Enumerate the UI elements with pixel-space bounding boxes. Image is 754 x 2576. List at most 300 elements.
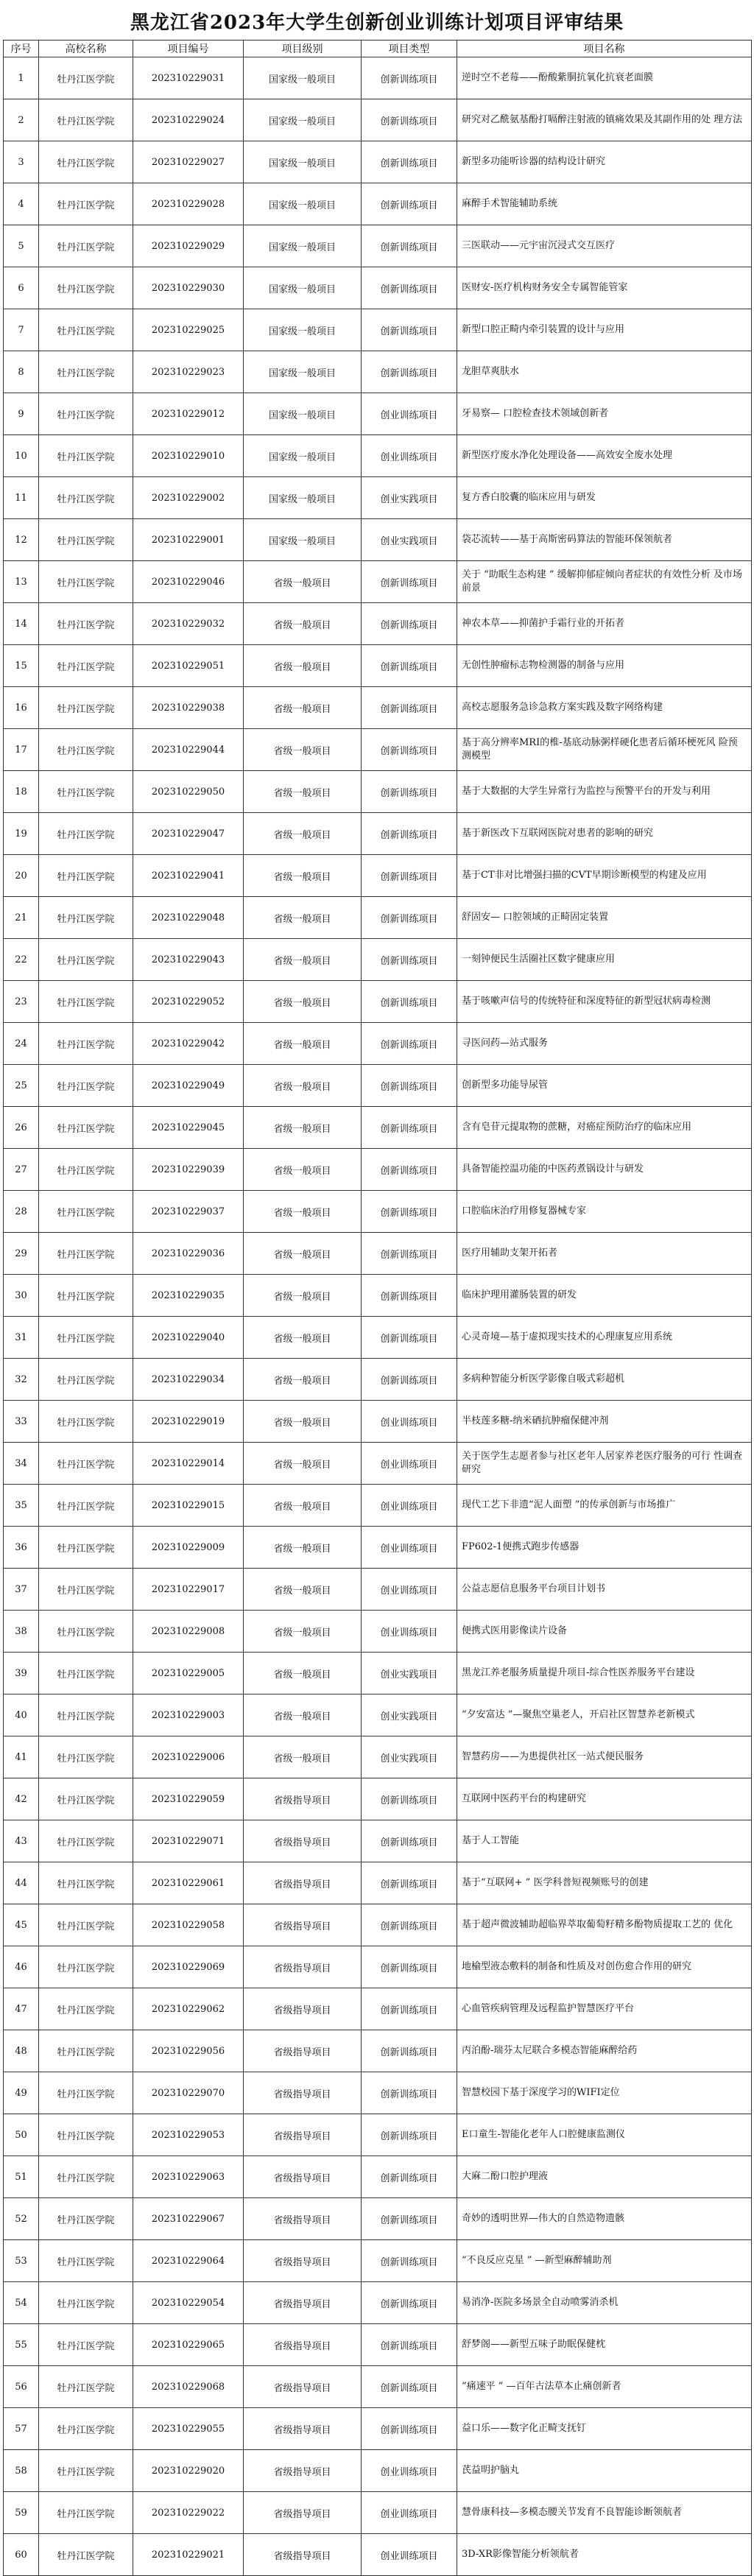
project-type: 创新训练项目 — [362, 2324, 457, 2366]
school-name: 牡丹江医学院 — [39, 1065, 133, 1107]
table-row — [4, 183, 752, 225]
project-name: 具备智能控温功能的中医药煮锅设计与研发 — [457, 1149, 752, 1191]
table-row — [4, 1946, 752, 1988]
project-name: 益口乐——数字化正畸支抚钉 — [457, 2408, 752, 2450]
row-index: 37 — [4, 1569, 39, 1611]
project-name: 多病种智能分析医学影像自吸式彩超机 — [457, 1359, 752, 1401]
project-type: 创新训练项目 — [362, 351, 457, 393]
school-name: 牡丹江医学院 — [39, 1820, 133, 1862]
table-row — [4, 2156, 752, 2198]
project-id: 202310229051 — [133, 645, 244, 687]
table-row — [4, 2366, 752, 2408]
project-level: 省级一般项目 — [244, 813, 362, 855]
school-name: 牡丹江医学院 — [39, 897, 133, 939]
school-name: 牡丹江医学院 — [39, 981, 133, 1023]
project-type: 创业训练项目 — [362, 1569, 457, 1611]
project-id: 202310229001 — [133, 519, 244, 561]
project-level: 省级指导项目 — [244, 2324, 362, 2366]
project-id: 202310229065 — [133, 2324, 244, 2366]
row-index: 45 — [4, 1904, 39, 1946]
row-index: 16 — [4, 687, 39, 729]
project-level: 省级一般项目 — [244, 1485, 362, 1527]
header-project-id: 项目编号 — [133, 41, 244, 57]
row-index: 27 — [4, 1149, 39, 1191]
table-row — [4, 519, 752, 561]
project-id: 202310229061 — [133, 1862, 244, 1904]
project-name: 便携式医用影像读片设备 — [457, 1611, 752, 1653]
project-type: 创业实践项目 — [362, 1736, 457, 1778]
table-row — [4, 1485, 752, 1527]
project-id: 202310229049 — [133, 1065, 244, 1107]
school-name: 牡丹江医学院 — [39, 2534, 133, 2576]
row-index: 52 — [4, 2198, 39, 2240]
row-index: 22 — [4, 939, 39, 981]
project-level: 国家级一般项目 — [244, 141, 362, 183]
row-index: 14 — [4, 603, 39, 645]
header-project-name: 项目名称 — [457, 41, 752, 57]
header-type: 项目类型 — [362, 41, 457, 57]
row-index: 12 — [4, 519, 39, 561]
project-name: 基于“互联网+ ” 医学科普短视频账号的创建 — [457, 1862, 752, 1904]
project-id: 202310229042 — [133, 1023, 244, 1065]
project-type: 创新训练项目 — [362, 1023, 457, 1065]
project-name: 智慧校园下基于深度学习的WIFI定位 — [457, 2072, 752, 2114]
project-type: 创新训练项目 — [362, 2408, 457, 2450]
school-name: 牡丹江医学院 — [39, 1988, 133, 2030]
header-level: 项目级别 — [244, 41, 362, 57]
project-name: 基于人工智能 — [457, 1820, 752, 1862]
project-name: 大麻二酚口腔护理液 — [457, 2156, 752, 2198]
project-type: 创业训练项目 — [362, 1443, 457, 1485]
school-name: 牡丹江医学院 — [39, 183, 133, 225]
row-index: 10 — [4, 435, 39, 477]
table-row — [4, 2072, 752, 2114]
project-type: 创新训练项目 — [362, 2198, 457, 2240]
project-id: 202310229008 — [133, 1611, 244, 1653]
project-id: 202310229046 — [133, 561, 244, 603]
project-name: 医财安-医疗机构财务安全专属智能管家 — [457, 267, 752, 309]
project-level: 国家级一般项目 — [244, 393, 362, 435]
project-id: 202310229071 — [133, 1820, 244, 1862]
project-id: 202310229054 — [133, 2282, 244, 2324]
table-row — [4, 2408, 752, 2450]
project-name: FP602-1便携式跑步传感器 — [457, 1527, 752, 1569]
project-type: 创业训练项目 — [362, 2534, 457, 2576]
table-row — [4, 729, 752, 771]
school-name: 牡丹江医学院 — [39, 1275, 133, 1317]
school-name: 牡丹江医学院 — [39, 1611, 133, 1653]
project-type: 创业实践项目 — [362, 1695, 457, 1736]
project-id: 202310229019 — [133, 1401, 244, 1443]
project-id: 202310229070 — [133, 2072, 244, 2114]
project-id: 202310229041 — [133, 855, 244, 897]
table-row — [4, 897, 752, 939]
school-name: 牡丹江医学院 — [39, 2408, 133, 2450]
project-name: 医疗用辅助支架开拓者 — [457, 1233, 752, 1275]
school-name: 牡丹江医学院 — [39, 1149, 133, 1191]
project-type: 创新训练项目 — [362, 981, 457, 1023]
project-level: 省级指导项目 — [244, 1862, 362, 1904]
school-name: 牡丹江医学院 — [39, 309, 133, 351]
project-type: 创新训练项目 — [362, 1275, 457, 1317]
school-name: 牡丹江医学院 — [39, 2492, 133, 2534]
project-type: 创新训练项目 — [362, 561, 457, 603]
row-index: 23 — [4, 981, 39, 1023]
row-index: 48 — [4, 2030, 39, 2072]
project-level: 国家级一般项目 — [244, 477, 362, 519]
table-row — [4, 603, 752, 645]
project-name: “夕安富达 ”—聚焦空巢老人，开启社区智慧养老新模式 — [457, 1695, 752, 1736]
project-level: 省级一般项目 — [244, 1401, 362, 1443]
school-name: 牡丹江医学院 — [39, 393, 133, 435]
project-level: 国家级一般项目 — [244, 267, 362, 309]
row-index: 17 — [4, 729, 39, 771]
row-index: 47 — [4, 1988, 39, 2030]
table-row — [4, 1736, 752, 1778]
project-name: 半枝莲多糖-纳米硒抗肿瘤保健冲剂 — [457, 1401, 752, 1443]
school-name: 牡丹江医学院 — [39, 1695, 133, 1736]
table-row — [4, 1233, 752, 1275]
table-row — [4, 645, 752, 687]
project-type: 创新训练项目 — [362, 2366, 457, 2408]
project-type: 创新训练项目 — [362, 141, 457, 183]
project-level: 省级一般项目 — [244, 1275, 362, 1317]
project-name: 互联网中医药平台的构建研究 — [457, 1778, 752, 1820]
project-type: 创业训练项目 — [362, 1485, 457, 1527]
row-index: 34 — [4, 1443, 39, 1485]
project-level: 省级一般项目 — [244, 1653, 362, 1695]
project-name: 临床护理用灌肠装置的研发 — [457, 1275, 752, 1317]
table-row — [4, 1904, 752, 1946]
row-index: 32 — [4, 1359, 39, 1401]
project-type: 创业训练项目 — [362, 1611, 457, 1653]
table-row — [4, 1569, 752, 1611]
table-row — [4, 435, 752, 477]
school-name: 牡丹江医学院 — [39, 1023, 133, 1065]
school-name: 牡丹江医学院 — [39, 267, 133, 309]
project-level: 省级一般项目 — [244, 1527, 362, 1569]
project-type: 创新训练项目 — [362, 813, 457, 855]
table-row — [4, 1191, 752, 1233]
table-row — [4, 1653, 752, 1695]
project-id: 202310229038 — [133, 687, 244, 729]
project-id: 202310229044 — [133, 729, 244, 771]
row-index: 56 — [4, 2366, 39, 2408]
project-id: 202310229048 — [133, 897, 244, 939]
project-type: 创新训练项目 — [362, 645, 457, 687]
project-level: 省级指导项目 — [244, 2366, 362, 2408]
project-type: 创新训练项目 — [362, 309, 457, 351]
project-level: 省级一般项目 — [244, 981, 362, 1023]
project-name: 含有皂苷元提取物的蔗糖，对癌症预防治疗的临床应用 — [457, 1107, 752, 1149]
project-id: 202310229010 — [133, 435, 244, 477]
project-id: 202310229053 — [133, 2114, 244, 2156]
project-type: 创新训练项目 — [362, 1191, 457, 1233]
project-level: 省级指导项目 — [244, 2114, 362, 2156]
project-type: 创新训练项目 — [362, 267, 457, 309]
project-name: 一刻钟便民生活圈社区数字健康应用 — [457, 939, 752, 981]
project-id: 202310229014 — [133, 1443, 244, 1485]
table-row — [4, 1695, 752, 1736]
row-index: 13 — [4, 561, 39, 603]
project-type: 创新训练项目 — [362, 183, 457, 225]
project-type: 创新训练项目 — [362, 1233, 457, 1275]
table-row — [4, 2450, 752, 2492]
project-type: 创新训练项目 — [362, 1946, 457, 1988]
project-name: 舒固安— 口腔领域的正畸固定装置 — [457, 897, 752, 939]
school-name: 牡丹江医学院 — [39, 561, 133, 603]
project-id: 202310229005 — [133, 1653, 244, 1695]
project-name: 关于 “助眠生态构建 ” 缓解抑郁症倾向者症状的有效性分析 及市场前景 — [457, 561, 752, 603]
project-level: 省级一般项目 — [244, 603, 362, 645]
project-type: 创新训练项目 — [362, 1820, 457, 1862]
row-index: 42 — [4, 1778, 39, 1820]
project-id: 202310229050 — [133, 771, 244, 813]
project-id: 202310229063 — [133, 2156, 244, 2198]
project-level: 省级一般项目 — [244, 1695, 362, 1736]
project-name: 基于超声微波辅助超临界萃取葡萄籽精多酚物质提取工艺的 优化 — [457, 1904, 752, 1946]
school-name: 牡丹江医学院 — [39, 2450, 133, 2492]
project-id: 202310229032 — [133, 603, 244, 645]
table-row — [4, 771, 752, 813]
row-index: 24 — [4, 1023, 39, 1065]
school-name: 牡丹江医学院 — [39, 1778, 133, 1820]
table-row — [4, 2492, 752, 2534]
table-row — [4, 1778, 752, 1820]
school-name: 牡丹江医学院 — [39, 519, 133, 561]
project-name: 地榆型液态敷料的制备和性质及对创伤愈合作用的研究 — [457, 1946, 752, 1988]
project-type: 创新训练项目 — [362, 687, 457, 729]
row-index: 44 — [4, 1862, 39, 1904]
project-name: 牙易察— 口腔检查技术领域创新者 — [457, 393, 752, 435]
school-name: 牡丹江医学院 — [39, 1233, 133, 1275]
project-name: 复方香白胶囊的临床应用与研发 — [457, 477, 752, 519]
school-name: 牡丹江医学院 — [39, 687, 133, 729]
table-row — [4, 1527, 752, 1569]
row-index: 41 — [4, 1736, 39, 1778]
project-level: 省级指导项目 — [244, 2030, 362, 2072]
row-index: 18 — [4, 771, 39, 813]
project-id: 202310229056 — [133, 2030, 244, 2072]
project-type: 创业实践项目 — [362, 1653, 457, 1695]
school-name: 牡丹江医学院 — [39, 2366, 133, 2408]
row-index: 31 — [4, 1317, 39, 1359]
school-name: 牡丹江医学院 — [39, 855, 133, 897]
project-id: 202310229020 — [133, 2450, 244, 2492]
project-type: 创新训练项目 — [362, 603, 457, 645]
school-name: 牡丹江医学院 — [39, 1527, 133, 1569]
project-name: 智慧药房——为患提供社区一站式便民服务 — [457, 1736, 752, 1778]
project-type: 创新训练项目 — [362, 2282, 457, 2324]
project-name: 研究对乙酰氨基酚打嗝醉注射液的镇痛效果及其副作用的处 理方法 — [457, 99, 752, 141]
row-index: 33 — [4, 1401, 39, 1443]
row-index: 60 — [4, 2534, 39, 2576]
school-name: 牡丹江医学院 — [39, 603, 133, 645]
project-id: 202310229029 — [133, 225, 244, 267]
row-index: 39 — [4, 1653, 39, 1695]
project-id: 202310229025 — [133, 309, 244, 351]
school-name: 牡丹江医学院 — [39, 2282, 133, 2324]
project-level: 省级一般项目 — [244, 1191, 362, 1233]
project-level: 省级一般项目 — [244, 1611, 362, 1653]
school-name: 牡丹江医学院 — [39, 57, 133, 99]
row-index: 6 — [4, 267, 39, 309]
project-id: 202310229055 — [133, 2408, 244, 2450]
project-level: 省级指导项目 — [244, 2492, 362, 2534]
project-id: 202310229059 — [133, 1778, 244, 1820]
row-index: 59 — [4, 2492, 39, 2534]
project-level: 省级一般项目 — [244, 1107, 362, 1149]
project-level: 国家级一般项目 — [244, 519, 362, 561]
school-name: 牡丹江医学院 — [39, 2156, 133, 2198]
row-index: 26 — [4, 1107, 39, 1149]
project-type: 创新训练项目 — [362, 2030, 457, 2072]
project-id: 202310229027 — [133, 141, 244, 183]
project-type: 创业训练项目 — [362, 1527, 457, 1569]
table-row — [4, 2198, 752, 2240]
project-name: 奇妙的透明世界—伟大的自然造物遗骸 — [457, 2198, 752, 2240]
project-level: 国家级一般项目 — [244, 183, 362, 225]
row-index: 29 — [4, 1233, 39, 1275]
project-level: 省级一般项目 — [244, 1065, 362, 1107]
row-index: 50 — [4, 2114, 39, 2156]
project-type: 创新训练项目 — [362, 939, 457, 981]
table-row — [4, 939, 752, 981]
project-level: 省级指导项目 — [244, 2198, 362, 2240]
project-level: 省级指导项目 — [244, 2156, 362, 2198]
row-index: 35 — [4, 1485, 39, 1527]
project-type: 创业训练项目 — [362, 2450, 457, 2492]
project-id: 202310229003 — [133, 1695, 244, 1736]
school-name: 牡丹江医学院 — [39, 1569, 133, 1611]
school-name: 牡丹江医学院 — [39, 1443, 133, 1485]
row-index: 25 — [4, 1065, 39, 1107]
project-name: 无创性肿瘤标志物检测器的制备与应用 — [457, 645, 752, 687]
row-index: 7 — [4, 309, 39, 351]
row-index: 20 — [4, 855, 39, 897]
table-row — [4, 99, 752, 141]
school-name: 牡丹江医学院 — [39, 771, 133, 813]
project-level: 国家级一般项目 — [244, 435, 362, 477]
project-id: 202310229021 — [133, 2534, 244, 2576]
project-name: 麻醉手术智能辅助系统 — [457, 183, 752, 225]
row-index: 46 — [4, 1946, 39, 1988]
project-name: 龙胆草爽肤水 — [457, 351, 752, 393]
project-name: 易消净-医院多场景全自动喷雾消杀机 — [457, 2282, 752, 2324]
project-id: 202310229031 — [133, 57, 244, 99]
project-level: 省级一般项目 — [244, 771, 362, 813]
project-type: 创新训练项目 — [362, 1107, 457, 1149]
row-index: 21 — [4, 897, 39, 939]
table-body — [4, 57, 752, 2576]
project-name: 新型医疗废水净化处理设备——高效安全废水处理 — [457, 435, 752, 477]
table-row — [4, 1988, 752, 2030]
project-id: 202310229045 — [133, 1107, 244, 1149]
project-level: 省级一般项目 — [244, 939, 362, 981]
project-id: 202310229068 — [133, 2366, 244, 2408]
table-row — [4, 57, 752, 99]
project-id: 202310229035 — [133, 1275, 244, 1317]
project-name: 关于医学生志愿者参与社区老年人居家养老医疗服务的可行 性调查研究 — [457, 1443, 752, 1485]
project-name: 三医联动——元宇宙沉浸式交互医疗 — [457, 225, 752, 267]
school-name: 牡丹江医学院 — [39, 99, 133, 141]
project-name: 黑龙江养老服务质量提升项目-综合性医养服务平台建设 — [457, 1653, 752, 1695]
row-index: 19 — [4, 813, 39, 855]
project-type: 创新训练项目 — [362, 1988, 457, 2030]
document-title: 黑龙江省2023年大学生创新创业训练计划项目评审结果 — [130, 12, 624, 34]
project-type: 创新训练项目 — [362, 225, 457, 267]
project-name: 基于新医改下互联网医院对患者的影响的研究 — [457, 813, 752, 855]
project-name: 神农本草——抑菌护手霜行业的开拓者 — [457, 603, 752, 645]
school-name: 牡丹江医学院 — [39, 645, 133, 687]
project-id: 202310229062 — [133, 1988, 244, 2030]
school-name: 牡丹江医学院 — [39, 2198, 133, 2240]
project-level: 省级一般项目 — [244, 897, 362, 939]
school-name: 牡丹江医学院 — [39, 225, 133, 267]
table-row — [4, 1149, 752, 1191]
table-row — [4, 561, 752, 603]
row-index: 43 — [4, 1820, 39, 1862]
project-type: 创新训练项目 — [362, 1149, 457, 1191]
project-type: 创新训练项目 — [362, 1359, 457, 1401]
school-name: 牡丹江医学院 — [39, 2030, 133, 2072]
project-name: 舒梦阁——新型五味子助眠保健枕 — [457, 2324, 752, 2366]
project-name: 基于咳嗽声信号的传统特征和深度特征的新型冠状病毒检测 — [457, 981, 752, 1023]
row-index: 49 — [4, 2072, 39, 2114]
project-id: 202310229052 — [133, 981, 244, 1023]
row-index: 15 — [4, 645, 39, 687]
school-name: 牡丹江医学院 — [39, 1485, 133, 1527]
project-name: 现代工艺下非遗“泥人面塑 ”的传承创新与市场推广 — [457, 1485, 752, 1527]
project-name: 新型口腔正畸内牵引装置的设计与应用 — [457, 309, 752, 351]
project-level: 省级一般项目 — [244, 1233, 362, 1275]
project-level: 省级一般项目 — [244, 1736, 362, 1778]
project-name: 公益志愿信息服务平台项目计划书 — [457, 1569, 752, 1611]
project-id: 202310229069 — [133, 1946, 244, 1988]
table-row — [4, 1065, 752, 1107]
row-index: 51 — [4, 2156, 39, 2198]
project-level: 省级指导项目 — [244, 1988, 362, 2030]
project-level: 省级指导项目 — [244, 2072, 362, 2114]
project-name: “不良反应克星 ” —新型麻醉辅助剂 — [457, 2240, 752, 2282]
project-level: 省级一般项目 — [244, 561, 362, 603]
school-name: 牡丹江医学院 — [39, 1946, 133, 1988]
school-name: 牡丹江医学院 — [39, 1736, 133, 1778]
table-row — [4, 393, 752, 435]
project-name: 袋芯流转——基于高斯密码算法的智能环保领航者 — [457, 519, 752, 561]
table-row — [4, 351, 752, 393]
project-id: 202310229028 — [133, 183, 244, 225]
table-row — [4, 687, 752, 729]
table-row — [4, 2240, 752, 2282]
table-row — [4, 1820, 752, 1862]
project-type: 创新训练项目 — [362, 729, 457, 771]
project-id: 202310229039 — [133, 1149, 244, 1191]
header-index: 序号 — [4, 41, 39, 57]
table-row — [4, 1023, 752, 1065]
project-type: 创新训练项目 — [362, 1904, 457, 1946]
school-name: 牡丹江医学院 — [39, 939, 133, 981]
school-name: 牡丹江医学院 — [39, 2114, 133, 2156]
project-name: 芪益明护脑丸 — [457, 2450, 752, 2492]
row-index: 53 — [4, 2240, 39, 2282]
project-level: 省级一般项目 — [244, 645, 362, 687]
header-school: 高校名称 — [39, 41, 133, 57]
project-level: 省级一般项目 — [244, 1569, 362, 1611]
school-name: 牡丹江医学院 — [39, 477, 133, 519]
project-name: 基于大数据的大学生异常行为监控与预警平台的开发与利用 — [457, 771, 752, 813]
project-type: 创新训练项目 — [362, 1862, 457, 1904]
